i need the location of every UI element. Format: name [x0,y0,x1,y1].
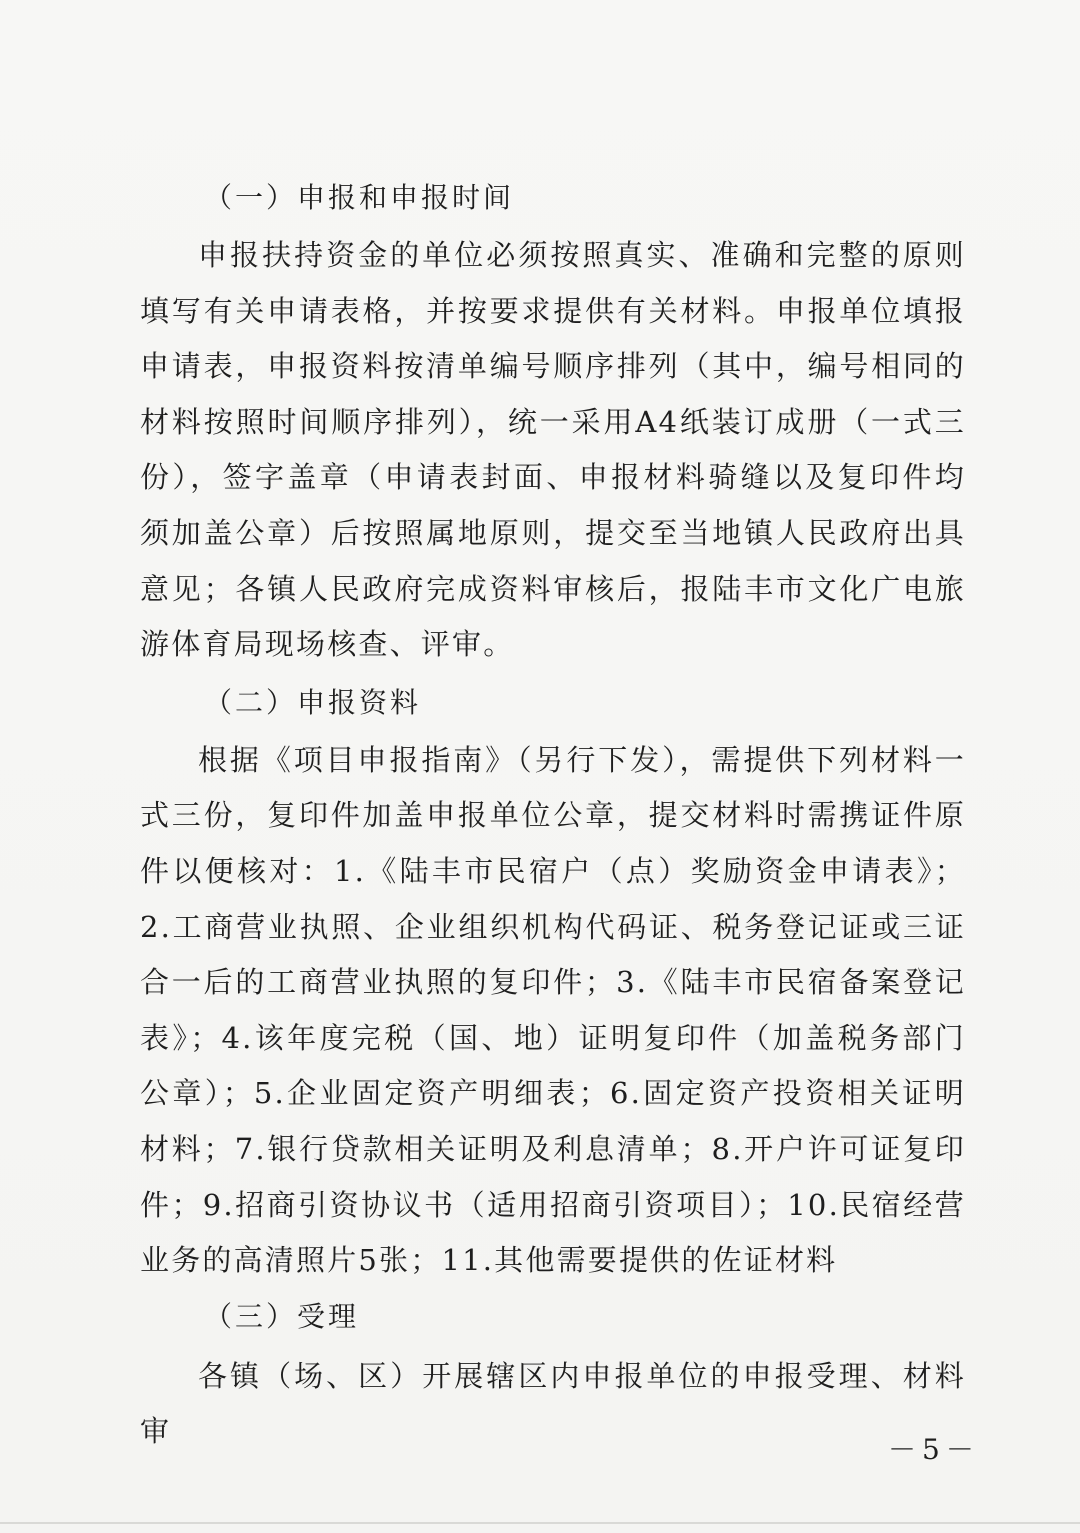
document-body [140,170,966,1460]
section-paragraph-1: 申报扶持资金的单位必须按照真实、准确和完整的原则填写有关申请表格，并按要求提供有关材料。申报单位填报申请表，申报资料按清单编号顺序排列（其中，编号相同的材料按照时间顺序排列），统一采用A4纸装订成册（一式三份），签字盖章（申请表封面、申报材料骑缝以及复印件均须加盖公章）后按照属地原则，提交至当地镇人民政府出具意见；各镇人民政府完成资料审核后，报陆丰市文化广电旅游体育局现场核查、评审。 [140,238,966,662]
section-heading-3: （三）受理 [204,1299,360,1333]
page-number: －5－ [888,1433,980,1466]
section-paragraph-2: 根据《项目申报指南》（另行下发），需提供下列材料一式三份，复印件加盖申报单位公章，提交材料时需携证件原件以便核对：1.《陆丰市民宿户（点）奖励资金申请表》；2.工商营业执照、企业组织机构代码证、税务登记证或三证合一后的工商营业执照的复印件；3.《陆丰市民宿备案登记表》；4.该年度完税（国、地）证明复印件（加盖税务部门公章）；5.企业固定资产明细表；6.固定资产投资相关证明材料；7.银行贷款相关证明及利息清单；8.开户许可证复印件；9.招商引资协议书（适用招商引资项目）；10.民宿经营业务的高清照片5张；11.其他需要提供的佐证材料 [140,742,966,1278]
page-bottom-edge [0,1522,1080,1524]
section-paragraph-3: 各镇（场、区）开展辖区内申报单位的申报受理、材料审 [140,1358,966,1449]
section-heading-2: （二）申报资料 [204,685,422,719]
section-heading-1: （一）申报和申报时间 [204,181,515,214]
